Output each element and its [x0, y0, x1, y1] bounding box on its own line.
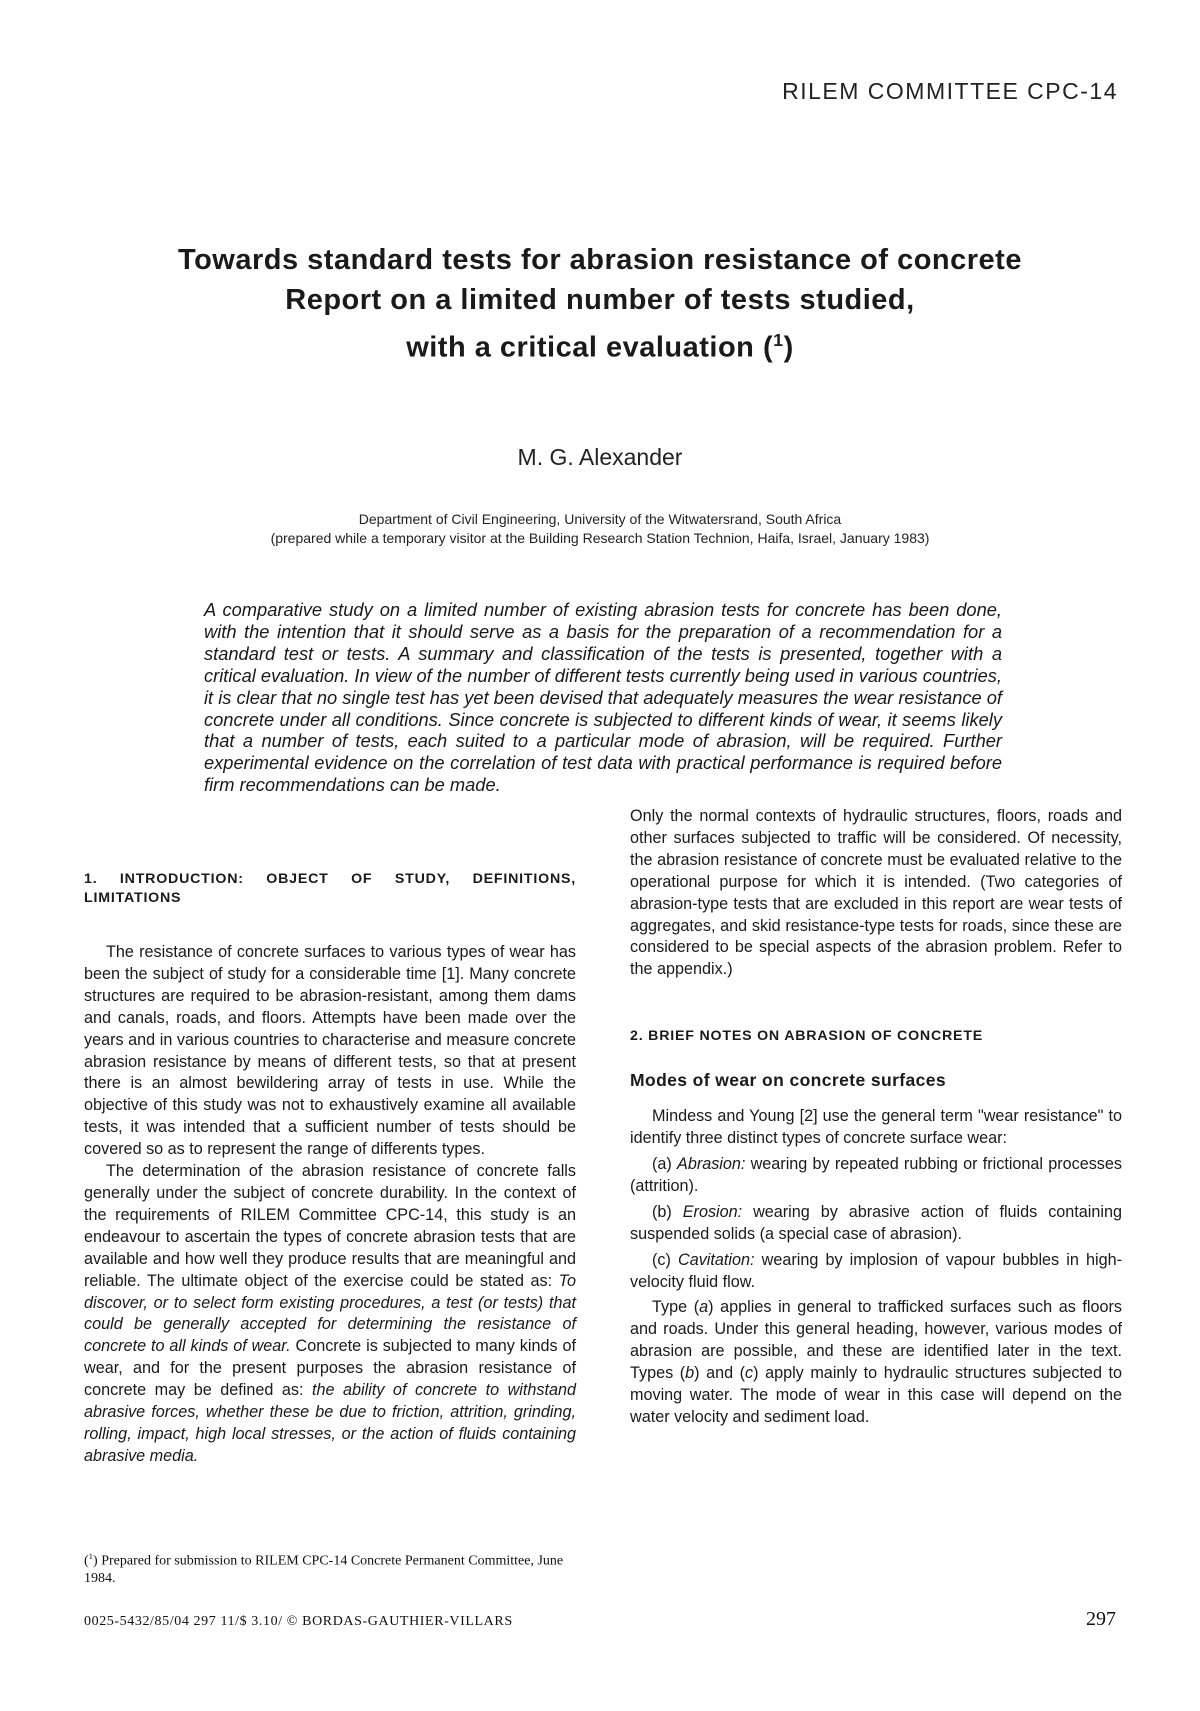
section-2-paragraph-1: Mindess and Young [2] use the general term "wear resistance" to identify three distinct types of concrete surface wear: [630, 1107, 1122, 1148]
affiliation [0, 510, 1200, 548]
wear-type-b-text: wearing by abrasive action of fluids containing suspended solids (a special case of abrasion). [630, 1202, 1122, 1243]
footnote-mark: 1 [88, 1551, 94, 1561]
wear-type-c [630, 1250, 1122, 1294]
wear-type-b-label: (b) [652, 1202, 672, 1221]
p2-part-c: Concrete is subjected to many kinds of wear, and for the present purposes the abrasion resistance of concrete may be defined as: [84, 1337, 576, 1400]
p2c: ) and ( [694, 1364, 746, 1383]
p2-definition-italic: the ability of concrete to withstand abrasive forces, whether these be due to friction, attrition, grinding, rolling, impact, high local stresses, or the action of fluids containing abrasive media. [84, 1381, 576, 1465]
p2b: ) applies in general to trafficked surfaces such as floors and roads. Under this general heading, however, various modes of abrasion are possible, and these are identified later in the text. Types ( [630, 1298, 1123, 1383]
wear-type-a [630, 1154, 1122, 1198]
wear-type-a-label: (a) [652, 1154, 672, 1173]
title-line-2: Report on a limited number of tests studied, [285, 284, 915, 316]
section-2-heading: 2. BRIEF NOTES ON ABRASION OF CONCRETE [630, 1028, 984, 1045]
footnote: ($^1$) Prepared for submission to RILEM CPC-14 Concrete Permanent Committee, June 1984. [84, 1551, 564, 1586]
title-note-mark: 1 [773, 330, 784, 350]
p2d: ) apply mainly to hydraulic structures subjected to moving water. The mode of wear in this case will depend on the water velocity and sediment load. [630, 1364, 1122, 1426]
wear-type-b-term: Erosion: [682, 1202, 743, 1221]
affiliation-line-2: (prepared while a temporary visitor at the Building Research Station Technion, Haifa, Israel, January 1983) [270, 530, 930, 546]
section-2-paragraph-2 [630, 1297, 1122, 1428]
p2c-var: c [745, 1364, 754, 1383]
wear-type-c-text: wearing by implosion of vapour bubbles in high-velocity fluid flow. [630, 1250, 1123, 1291]
section-1-paragraph-1: The resistance of concrete surfaces to various types of wear has been the subject of study for a considerable time [1]. Many concrete structures are required to be abrasion-resistant, among them dams and canals, roads, and floors. Attempts have been made over the years and in various countries to characterise and measure concrete abrasion resistance by means of different tests, so that at present there is an almost bewildering array of tests in use. While the objective of this study was not to exhaustively examine all available tests, it was intended that a sufficient number of tests should be covered so as to represent the range of differents types. [84, 943, 576, 1159]
footer-code: 0025-5432/85/04 297 11/$ 3.10/ © BORDAS-GAUTHIER-VILLARS [84, 1614, 513, 1629]
p2-objective-italic: To discover, or to select form existing procedures, a test (or tests) that could be generally accepted for determining the resistance of concrete to all kinds of wear. [84, 1271, 576, 1356]
affiliation-line-1: Department of Civil Engineering, University of the Witwatersrand, South Africa [358, 511, 842, 527]
p2-part-a: The determination of the abrasion resistance of concrete falls generally under the subject of concrete durability. In the context of the requirements of RILEM Committee CPC-14, this study is an endeavour to ascertain the types of concrete abrasion tests that are available and how well they produce results that are meaningful and reliable. The ultimate object of the exercise could be stated as: [84, 1162, 576, 1290]
title-line-3-text: with a critical evaluation ( [406, 331, 774, 364]
page-number: 297 [1086, 1608, 1116, 1630]
author-name: M. G. Alexander [517, 444, 683, 470]
running-head: RILEM COMMITTEE CPC-14 [782, 78, 1118, 104]
section-1-paragraph-2 [84, 1161, 576, 1468]
abstract: A comparative study on a limited number of existing abrasion tests for concrete has been done, with the intention that it should serve as a basis for the preparation of a recommendation for a standard test or tests. A summary and classification of the tests is presented, together with a critical evaluation. In view of the number of different tests currently being used in various countries, it is clear that no single test has yet been devised that adequately measures the wear resistance of concrete under all conditions. Since concrete is subjected to different kinds of wear, it seems likely that a number of tests, each suited to a particular mode of abrasion, will be required. Further experimental evidence on the correlation of test data with practical performance is required before firm recommendations can be made. [204, 599, 1002, 796]
paper-title [0, 240, 1200, 368]
footnote-text: Prepared for submission to RILEM CPC-14 Concrete Permanent Committee, June 1984. [84, 1553, 564, 1586]
p2a-var: a [699, 1298, 709, 1317]
wear-type-a-term: Abrasion: [677, 1154, 746, 1173]
p2a: Type ( [652, 1298, 700, 1317]
section-1-paragraph-2-continued: Only the normal contexts of hydraulic structures, floors, roads and other surfaces subjected to traffic will be considered. Of necessity, the abrasion resistance of concrete must be evaluated relative to the operational purpose for which it is intended. (Two categories of abrasion-type tests that are excluded in this report are wear tests of aggregates, and skid resistance-type tests for roads, since these are considered to be special aspects of the abrasion problem. Refer to the appendix.) [630, 807, 1122, 979]
title-line-3 [0, 320, 1200, 368]
left-column [84, 870, 576, 1468]
right-column [630, 806, 1122, 1429]
wear-type-c-label: (c) [652, 1250, 671, 1269]
title-line-1: Towards standard tests for abrasion resistance of concrete [178, 244, 1022, 276]
wear-type-b [630, 1202, 1122, 1246]
title-line-3-end: ) [783, 331, 794, 364]
section-2-subheading: Modes of wear on concrete surfaces [630, 1070, 947, 1091]
wear-type-a-text: wearing by repeated rubbing or frictional processes (attrition). [630, 1154, 1122, 1195]
p2b-var: b [685, 1364, 695, 1383]
wear-type-c-term: Cavitation: [678, 1250, 755, 1269]
section-1-heading: 1. INTRODUCTION: OBJECT OF STUDY, DEFINITIONS, LIMITATIONS [84, 871, 576, 906]
